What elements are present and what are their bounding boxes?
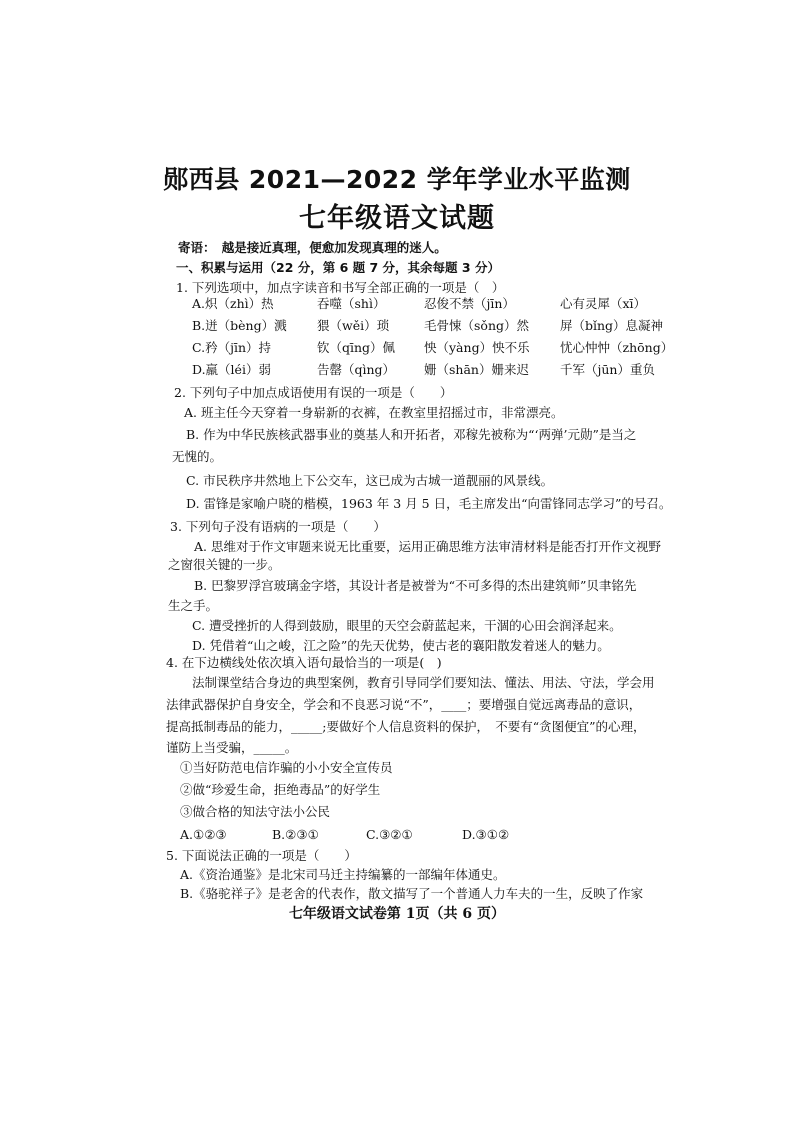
- question-5-stem: 5. 下面说法正确的一项是（ ）: [166, 848, 357, 863]
- q3-option-d: D. 凭借着“山之峻，江之险”的先天优势，使古老的襄阳散发着迷人的魅力。: [192, 638, 610, 653]
- q3-option-a-cont: 之窗很关键的一步。: [168, 557, 281, 572]
- question-1-stem: 1. 下列选项中，加点字读音和书写全部正确的一项是（ ）: [176, 280, 505, 295]
- q1-option: 怏（yàng）怏不乐: [424, 340, 530, 355]
- motto: 寄语： 越是接近真理，便愈加发现真理的迷人。: [178, 240, 447, 255]
- q3-option-b: B. 巴黎罗浮宫玻璃金字塔，其设计者是被誉为“不可多得的杰出建筑师”贝聿铭先: [194, 578, 637, 593]
- q1-option: 心有灵犀（xī）: [560, 296, 647, 311]
- q4-passage-line: 谨防上当受骗，_____。: [166, 740, 298, 755]
- q1-option: 吞噬（shì）: [317, 296, 386, 311]
- page-footer: 七年级语文试卷第 1页（共 6 页）: [288, 906, 506, 922]
- question-3-stem: 3. 下列句子没有语病的一项是（ ）: [170, 519, 386, 534]
- q4-choice-b: B.②③①: [272, 827, 319, 842]
- q1-option: C.矜（jīn）持: [192, 340, 272, 355]
- q5-option-a: A.《资治通鉴》是北宋司马迁主持编纂的一部编年体通史。: [180, 867, 506, 882]
- q1-option: 姗（shān）姗来迟: [424, 362, 529, 377]
- q2-option-a: A. 班主任今天穿着一身崭新的衣裤，在教室里招摇过市，非常漂亮。: [184, 405, 564, 420]
- q3-option-a: A. 思维对于作文审题来说无比重要，运用正确思维方法审清材料是能否打开作文视野: [194, 539, 661, 554]
- q2-option-d: D. 雷锋是家喻户晓的楷模，1963 年 3 月 5 日，毛主席发出“向雷锋同志学习”的号召。: [186, 496, 672, 511]
- q2-option-b-cont: 无愧的。: [172, 449, 223, 464]
- q1-option: 忧心忡忡（zhōng）: [560, 340, 674, 355]
- q4-passage-line: 法律武器保护自身安全，学会和不良恶习说“不”，____；要增强自觉远离毒品的意识，: [166, 697, 642, 712]
- q4-sentence-1: ①当好防范电信诈骗的小小安全宣传员: [180, 760, 393, 775]
- q4-passage-line: 法制课堂结合身边的典型案例，教育引导同学们要知法、懂法、用法、守法，学会用: [192, 675, 655, 690]
- section-heading: 一、积累与运用（22 分，第 6 题 7 分，其余每题 3 分）: [176, 260, 500, 275]
- q1-option: 屏（bǐng）息凝神: [560, 318, 664, 333]
- q4-sentence-3: ③做合格的知法守法小公民: [180, 804, 331, 819]
- q1-option: 千军（jūn）重负: [560, 362, 655, 377]
- q4-choice-a: A.①②③: [180, 827, 227, 842]
- q1-option: A.炽（zhì）热: [192, 296, 274, 311]
- q3-option-b-cont: 生之手。: [168, 598, 219, 613]
- q1-option: 猥（wěi）琐: [317, 318, 390, 333]
- q4-choice-d: D.③①②: [462, 827, 510, 842]
- q4-sentence-2: ②做“珍爱生命，拒绝毒品”的好学生: [180, 782, 381, 797]
- q1-option: 毛骨悚（sǒng）然: [424, 318, 529, 333]
- q1-option: D.羸（léi）弱: [192, 362, 271, 377]
- exam-subtitle: 七年级语文试题: [299, 203, 495, 234]
- q1-option: 钦（qīng）佩: [317, 340, 396, 355]
- q2-option-b: B. 作为中华民族核武器事业的奠基人和开拓者，邓稼先被称为“‘两弹’元勋”是当之: [186, 427, 637, 442]
- q4-choice-c: C.③②①: [366, 827, 413, 842]
- q3-option-c: C. 遭受挫折的人得到鼓励，眼里的天空会蔚蓝起来，干涸的心田会润泽起来。: [192, 618, 622, 633]
- q2-option-c: C. 市民秩序井然地上下公交车，这已成为古城一道靓丽的风景线。: [186, 473, 554, 488]
- question-4-stem: 4. 在下边横线处依次填入语句最恰当的一项是( ): [166, 655, 442, 670]
- q5-option-b: B.《骆驼祥子》是老舍的代表作，散文描写了一个普通人力车夫的一生，反映了作家: [180, 886, 644, 901]
- exam-title: 郧西县 2021—2022 学年学业水平监测: [163, 165, 631, 194]
- question-2-stem: 2. 下列句子中加点成语使用有误的一项是（ ）: [174, 385, 453, 400]
- q1-option: 忍俊不禁（jīn）: [424, 296, 515, 311]
- q4-passage-line: 提高抵制毒品的能力，_____;要做好个人信息资料的保护， 不要有“贪图便宜”的心理，: [166, 719, 646, 734]
- q1-option: 告罄（qìng）: [317, 362, 396, 377]
- q1-option: B.迸（bèng）溅: [192, 318, 287, 333]
